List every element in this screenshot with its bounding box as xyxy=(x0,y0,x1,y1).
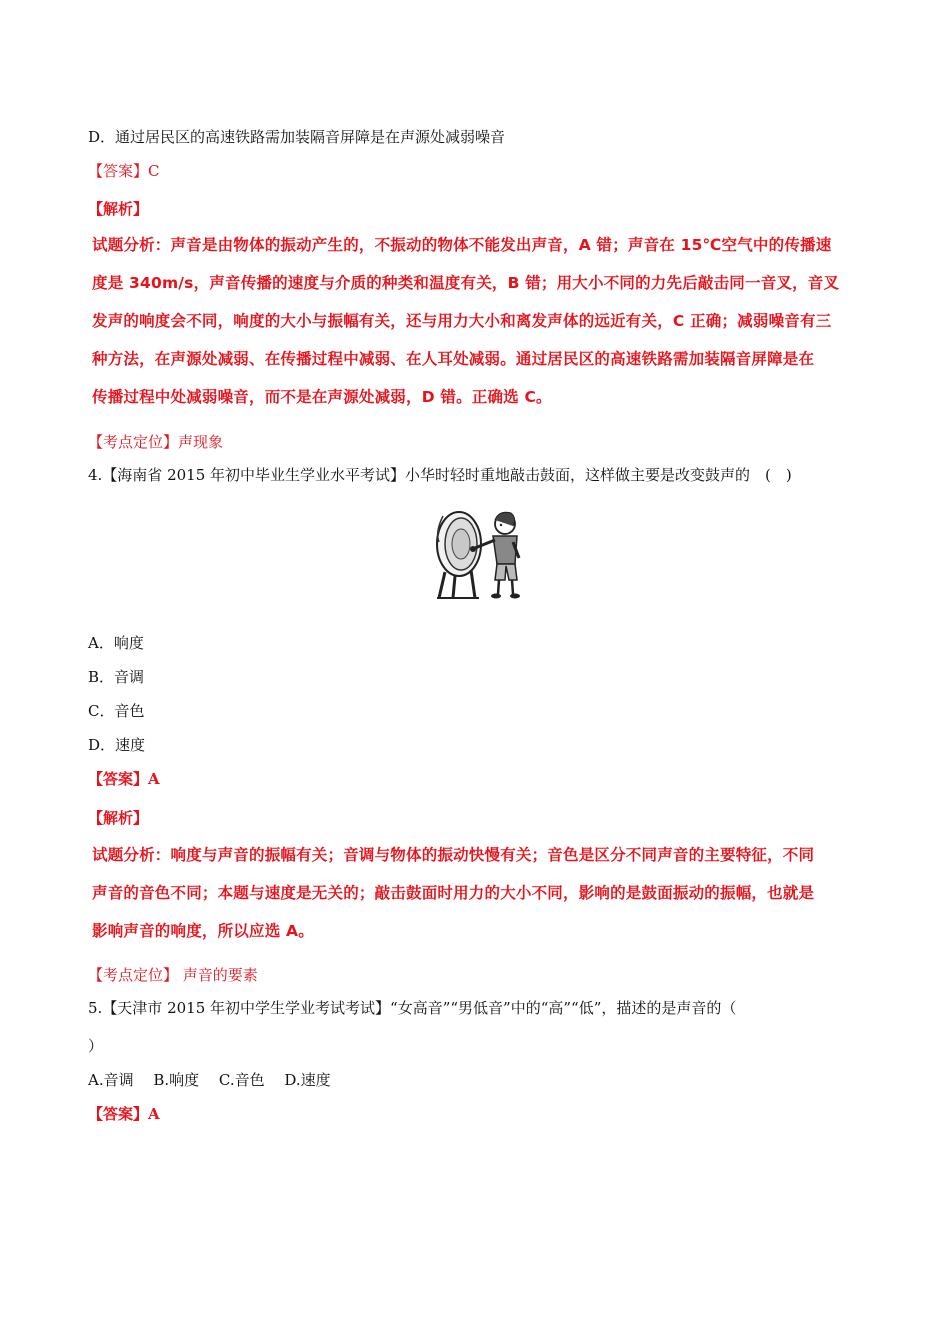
q5-answer: 【答案】A xyxy=(88,1105,160,1123)
analysis-line: 试题分析：响度与声音的振幅有关；音调与物体的振动快慢有关；音色是区分不同声音的主要特征，不同 xyxy=(92,846,815,864)
q4-option-a: A．响度 xyxy=(88,634,144,652)
analysis-line: 影响声音的响度，所以应选 A。 xyxy=(92,922,314,940)
q3-analysis xyxy=(92,226,872,416)
q5-stem-end: ） xyxy=(88,1037,104,1055)
q4-option-b: B．音调 xyxy=(88,668,145,686)
q4-answer: 【答案】A xyxy=(88,770,160,788)
analysis-line: 声音的音色不同；本题与速度是无关的；敲击鼓面时用力的大小不同，影响的是鼓面振动的振幅，也就是 xyxy=(92,884,815,902)
q4-analysis-label: 【解析】 xyxy=(88,809,149,827)
drum-illustration xyxy=(425,502,525,602)
q4-kaodian xyxy=(88,965,258,985)
q3-analysis-label: 【解析】 xyxy=(88,200,149,218)
q5-options: A.音调 B.响度 C.音色 D.速度 xyxy=(88,1071,331,1089)
analysis-line: 试题分析：声音是由物体的振动产生的，不振动的物体不能发出声音，A 错；声音在 15℃空气中的传播速 xyxy=(92,236,832,254)
q3-answer: 【答案】C xyxy=(88,162,160,180)
kaodian-text: 【考点定位】声现象 xyxy=(88,433,224,451)
q4-option-c: C．音色 xyxy=(88,702,145,720)
kaodian-text: 【考点定位】 声音的要素 xyxy=(88,966,258,984)
q4-stem: 4.【海南省 2015 年初中毕业生学业水平考试】小华时轻时重地敲击鼓面，这样做主要是改变鼓声的 ( ) xyxy=(88,466,792,484)
analysis-line: 度是 340m/s，声音传播的速度与介质的种类和温度有关，B 错；用大小不同的力先后敲击同一音叉，音叉 xyxy=(92,274,840,292)
q3-option-d: D．通过居民区的高速铁路需加装隔音屏障是在声源处减弱噪音 xyxy=(88,128,506,146)
analysis-line: 发声的响度会不同，响度的大小与振幅有关，还与用力大小和离发声体的远近有关，C 正确；减弱噪音有三 xyxy=(92,312,832,330)
analysis-line: 种方法，在声源处减弱、在传播过程中减弱、在人耳处减弱。通过居民区的高速铁路需加装隔音屏障是在 xyxy=(92,350,815,368)
q4-option-d: D．速度 xyxy=(88,736,146,754)
analysis-line: 传播过程中处减弱噪音，而不是在声源处减弱，D 错。正确选 C。 xyxy=(92,388,552,406)
q5-stem: 5.【天津市 2015 年初中学生学业考试考试】“女高音”“男低音”中的“高”“低”，描述的是声音的（ xyxy=(88,999,737,1017)
q4-analysis xyxy=(92,836,872,950)
q3-kaodian xyxy=(88,432,223,452)
